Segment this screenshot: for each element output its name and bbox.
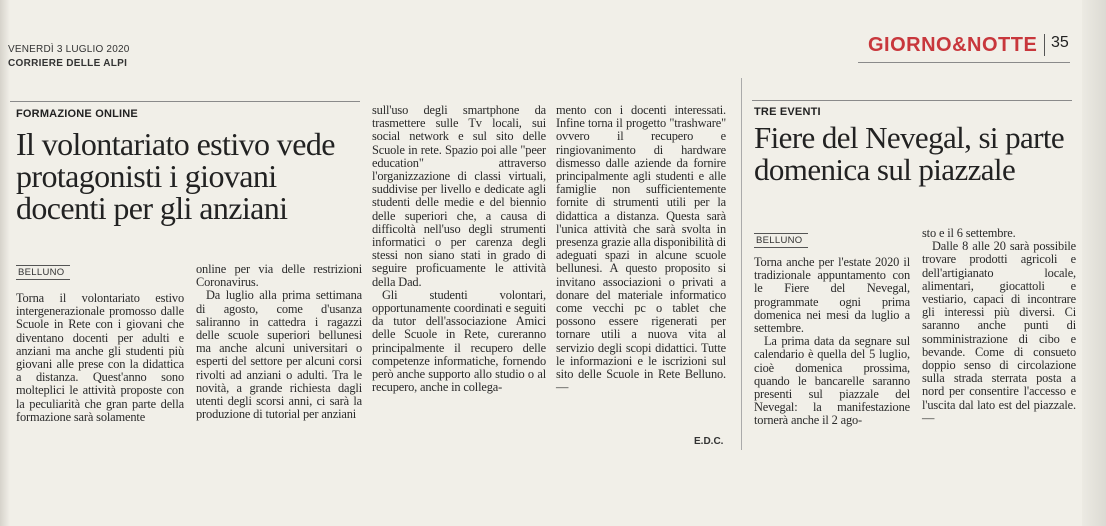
newspaper-name: CORRIERE DELLE ALPI <box>8 58 128 69</box>
article2-col1-p1: Torna anche per l'estate 2020 il tradizionale appuntamento con le Fiere del Nevegal, programmate ogni prima domenica nei mesi da luglio a settembre. <box>754 255 910 336</box>
header-rule <box>858 62 1070 63</box>
article1-location: BELLUNO <box>16 265 70 280</box>
article2-col2-p2: Dalle 8 alle 20 sarà possibile trovare prodotti agricoli e dell'artigianato locale, alimentari, giocattoli e vestiario, capaci di incontrare gli interessi più diversi. Ci saranno anche punti di somministrazione di cibo e bevande. Come di consueto doppio senso di circolazione sulla strada sterrata posta a nord per consentire l'accesso e l'uscita dal lato est del piazzale. — <box>922 239 1076 425</box>
page-number: 35 <box>1051 34 1069 51</box>
next-page-bleed <box>1082 0 1106 526</box>
article2-kicker: TRE EVENTI <box>754 106 821 118</box>
page-shadow-left <box>0 0 10 526</box>
article1-col3-p2: Gli studenti volontari, opportunamente coordinati e seguiti da tutor dell'associazione Amici delle Scuole in Rete, cureranno principalmente il recupero delle competenze informatiche, fornendo però anche supporto allo studio o al recupero, anche in collega- <box>372 287 546 395</box>
article2-col2-p1: sto e il 6 settembre. <box>922 226 1016 240</box>
article1-headline: Il volontariato estivo vede protagonisti i giovani docenti per gli anziani <box>16 126 335 226</box>
article2-column-2 <box>922 227 1076 425</box>
article1-column-4 <box>556 104 726 394</box>
article1-col3-p1: sull'uso degli smartphone da trasmettere sulle Tv locali, sui social network e sul sito delle Scuole in rete. Spazio poi alle "peer education" attraverso l'organizzazione di classi virtuali, suddivise per livello e dedicate agli studenti delle medie e del biennio delle superiori che, a causa di difficoltà nell'uso degli strumenti informatici o per carenza degli stessi non siano stati in grado di seguire proficuamente le attività della Dad. <box>372 103 546 289</box>
article2-headline: Fiere del Nevegal, si parte domenica sul piazzale <box>754 120 1065 187</box>
section-divider <box>1044 34 1045 56</box>
article1-signature: E.D.C. <box>694 436 724 447</box>
article1-column-2 <box>196 263 362 421</box>
article2-location: BELLUNO <box>754 233 808 248</box>
article1-column-1 <box>16 292 184 424</box>
article2-top-rule <box>752 100 1072 101</box>
article1-top-rule <box>10 101 360 102</box>
article1-kicker: FORMAZIONE ONLINE <box>16 108 138 120</box>
article1-col2-p1: online per via delle restrizioni Coronavirus. <box>196 262 362 290</box>
section-title: GIORNO&NOTTE <box>868 34 1038 56</box>
article1-col1-text: Torna il volontariato estivo intergenerazionale promosso dalle Scuole in Rete con i giovani che diventano docenti per adulti e anziani ma anche gli studenti più giovani alle prese con la didattica a distanza. Quest'anno sono molteplici le attività proposte con la peculiarità che gran parte della formazione sarà solamente <box>16 291 184 424</box>
article1-col2-p2: Da luglio alla prima settimana di agosto, come d'usanza saliranno in cattedra i ragazzi delle scuole superiori bellunesi ma anche alcuni universitari o esperti del settore per alcuni corsi rivolti ad anziani o adulti. Tra le novità, a grande richiesta dagli utenti degli scorsi anni, ci sarà la produzione di tutorial per anziani <box>196 288 362 422</box>
article2-col1-p2: La prima data da segnare sul calendario è quella del 5 luglio, cioè domenica prossima, quando le bancarelle saranno presenti sul piazzale del Nevegal: la manifestazione tornerà anche il 2 ago- <box>754 334 910 428</box>
issue-date: VENERDÌ 3 LUGLIO 2020 <box>8 44 130 55</box>
article2-column-1 <box>754 256 910 428</box>
article1-col4-text: mento con i docenti interessati. Infine torna il progetto "trashware" ovvero il recupero e ringiovanimento di hardware dismesso dalle aziende da fornire principalmente agli studenti e alle famiglie non sufficientemente fornite di strumenti utili per la didattica a distanza. Questa sarà l'unica attività che sarà svolta in presenza grazie alla disponibilità di adeguati spazi in alcune scuole bellunesi. A questo proposito si invitano associazioni o privati a donare del materiale informatico come vecchi pc o tablet che possono essere rigenerati per tornare utili a nuova vita al servizio degli scopi didattici. Tutte le informazioni e le iscrizioni sul sito delle Scuole in Rete Belluno. — <box>556 103 726 395</box>
article1-column-3 <box>372 104 546 394</box>
article-divider <box>741 78 742 450</box>
